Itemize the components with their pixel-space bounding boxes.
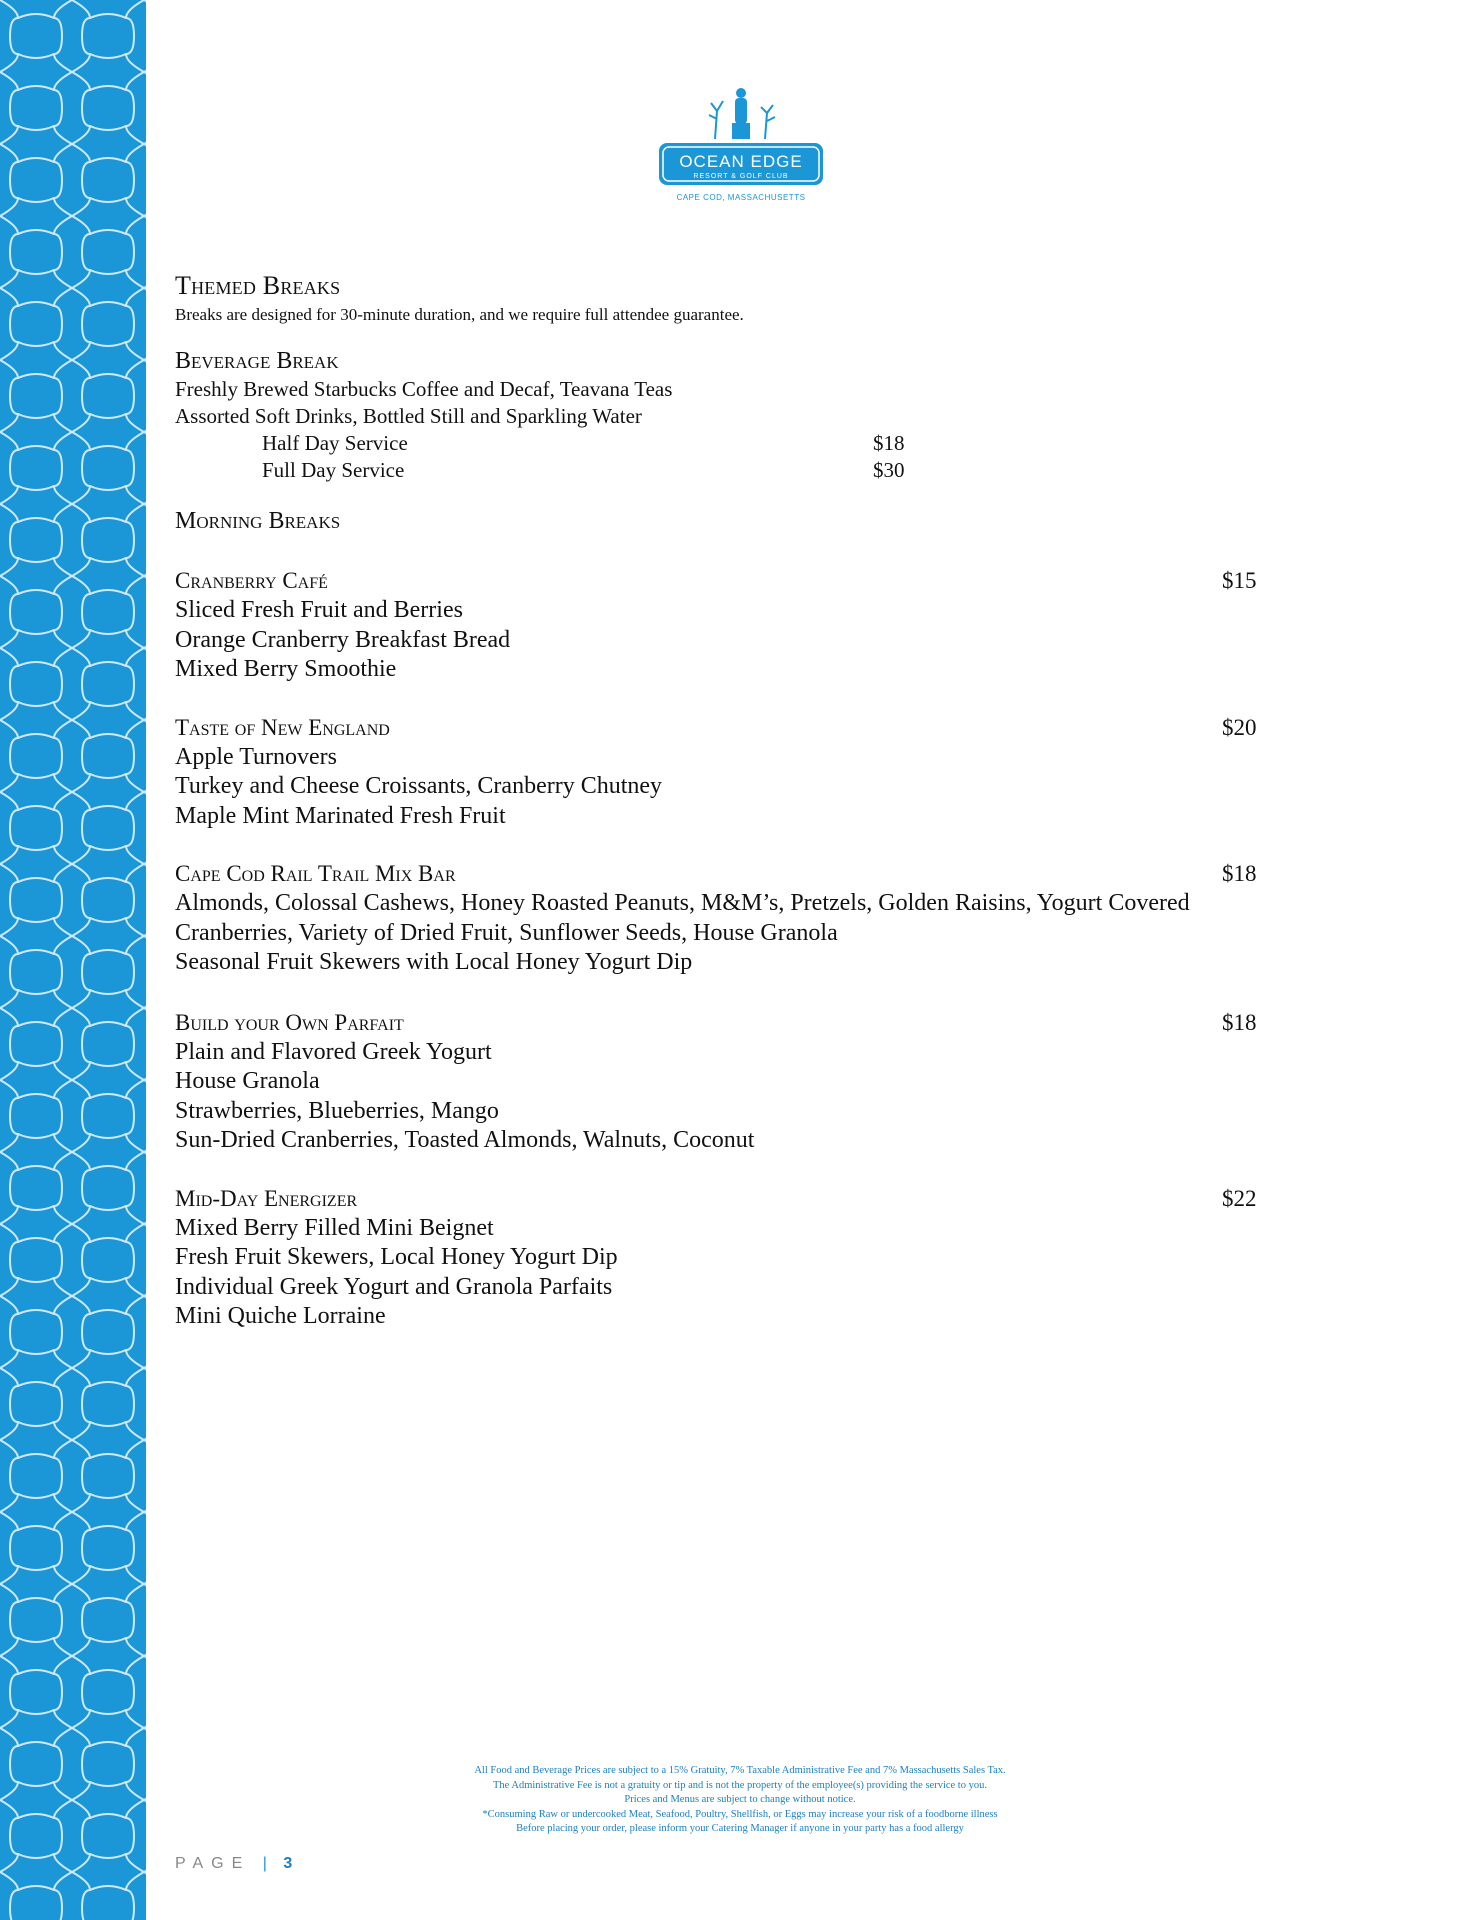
beverage-line: Assorted Soft Drinks, Bottled Still and Sparkling Water: [175, 404, 642, 428]
morning-breaks-title: Morning Breaks: [175, 508, 341, 534]
logo-subtitle: RESORT & GOLF CLUB: [693, 173, 789, 180]
menu-item-line: Apple Turnovers: [175, 743, 338, 770]
themed-breaks-note: Breaks are designed for 30-minute duration, and we require full attendee guarantee.: [175, 305, 744, 324]
menu-item-title: [175, 713, 1295, 743]
beverage-option-label: Half Day Service: [262, 431, 408, 455]
logo-location: CAPE COD, MASSACHUSETTS: [676, 193, 806, 202]
menu-item-line: Individual Greek Yogurt and Granola Parfaits: [175, 1273, 613, 1300]
menu-item-price: $22: [1222, 1185, 1257, 1211]
menu-item-line: Maple Mint Marinated Fresh Fruit: [175, 802, 506, 829]
beverage-break-title: Beverage Break: [175, 348, 339, 374]
disclaimer-line: The Administrative Fee is not a gratuity or tip and is not the property of the employee(s) providing the service to you.: [493, 1779, 987, 1791]
ocean-edge-logo: [653, 85, 829, 209]
menu-item-line: Turkey and Cheese Croissants, Cranberry Chutney: [175, 773, 663, 799]
menu-item-line: House Granola: [175, 1068, 320, 1094]
menu-content: [175, 268, 1295, 1332]
logo-name: OCEAN EDGE: [679, 152, 803, 171]
quatrefoil-pattern: [0, 0, 146, 1920]
menu-item-line: Fresh Fruit Skewers, Local Honey Yogurt Dip: [175, 1244, 618, 1270]
menu-item-line: Sun-Dried Cranberries, Toasted Almonds, Walnuts, Coconut: [175, 1127, 755, 1153]
decorative-sidebar: [0, 0, 146, 1920]
menu-item-title: [175, 859, 1295, 889]
menu-item-name: Build your Own Parfait: [175, 1009, 404, 1035]
beverage-option-label: Full Day Service: [262, 458, 405, 482]
page-number-value: 3: [283, 1855, 293, 1872]
menu-item-price: $18: [1222, 861, 1257, 886]
beverage-line: Freshly Brewed Starbucks Coffee and Decaf, Teavana Teas: [175, 377, 673, 401]
menu-item-line: Plain and Flavored Greek Yogurt: [175, 1038, 492, 1065]
menu-item-line: Sliced Fresh Fruit and Berries: [175, 597, 463, 623]
menu-item-price: $20: [1222, 714, 1257, 740]
menu-item-title: [175, 1008, 1295, 1038]
menu-item-title: [175, 566, 1295, 596]
page-number: [175, 1855, 292, 1873]
menu-item-name: Cape Cod Rail Trail Mix Bar: [175, 861, 456, 886]
menu-item-line: Cranberries, Variety of Dried Fruit, Sunflower Seeds, House Granola: [175, 919, 838, 946]
menu-item-price: $15: [1222, 568, 1257, 593]
beverage-option-price: $30: [873, 458, 905, 482]
menu-item-title: [175, 1184, 1295, 1214]
menu-item-name: Mid-Day Energizer: [175, 1185, 358, 1211]
menu-item-line: Mini Quiche Lorraine: [175, 1303, 386, 1329]
disclaimer-line: Before placing your order, please inform your Catering Manager if anyone in your party has a food allergy: [516, 1823, 964, 1834]
menu-item-line: Orange Cranberry Breakfast Bread: [175, 626, 511, 653]
page-label: PAGE: [175, 1855, 251, 1872]
disclaimer-line: *Consuming Raw or undercooked Meat, Seafood, Poultry, Shellfish, or Eggs may increase your risk of a foodborne illness: [482, 1808, 998, 1820]
disclaimer-line: Prices and Menus are subject to change without notice.: [624, 1794, 856, 1805]
beverage-option: [175, 457, 1295, 484]
beverage-option: [175, 430, 1295, 457]
menu-item-name: Taste of New England: [175, 714, 390, 740]
beverage-option-price: $18: [873, 431, 905, 455]
menu-item-price: $18: [1222, 1009, 1257, 1035]
page-separator: |: [262, 1855, 271, 1872]
menu-item-line: Strawberries, Blueberries, Mango: [175, 1097, 499, 1124]
themed-breaks-title: Themed Breaks: [175, 271, 341, 300]
menu-item-name: Cranberry Café: [175, 568, 328, 593]
menu-item-line: Seasonal Fruit Skewers with Local Honey Yogurt Dip: [175, 949, 693, 975]
menu-item-line: Mixed Berry Filled Mini Beignet: [175, 1214, 494, 1241]
disclaimer-line: All Food and Beverage Prices are subject to a 15% Gratuity, 7% Taxable Administrative Fee and 7% Massachusetts Sales Tax.: [474, 1765, 1006, 1776]
menu-item-line: Almonds, Colossal Cashews, Honey Roasted Peanuts, M&M’s, Pretzels, Golden Raisins, Yogurt Covered: [175, 890, 1190, 916]
menu-item-line: Mixed Berry Smoothie: [175, 656, 397, 682]
pricing-disclaimer: [340, 1764, 1140, 1837]
